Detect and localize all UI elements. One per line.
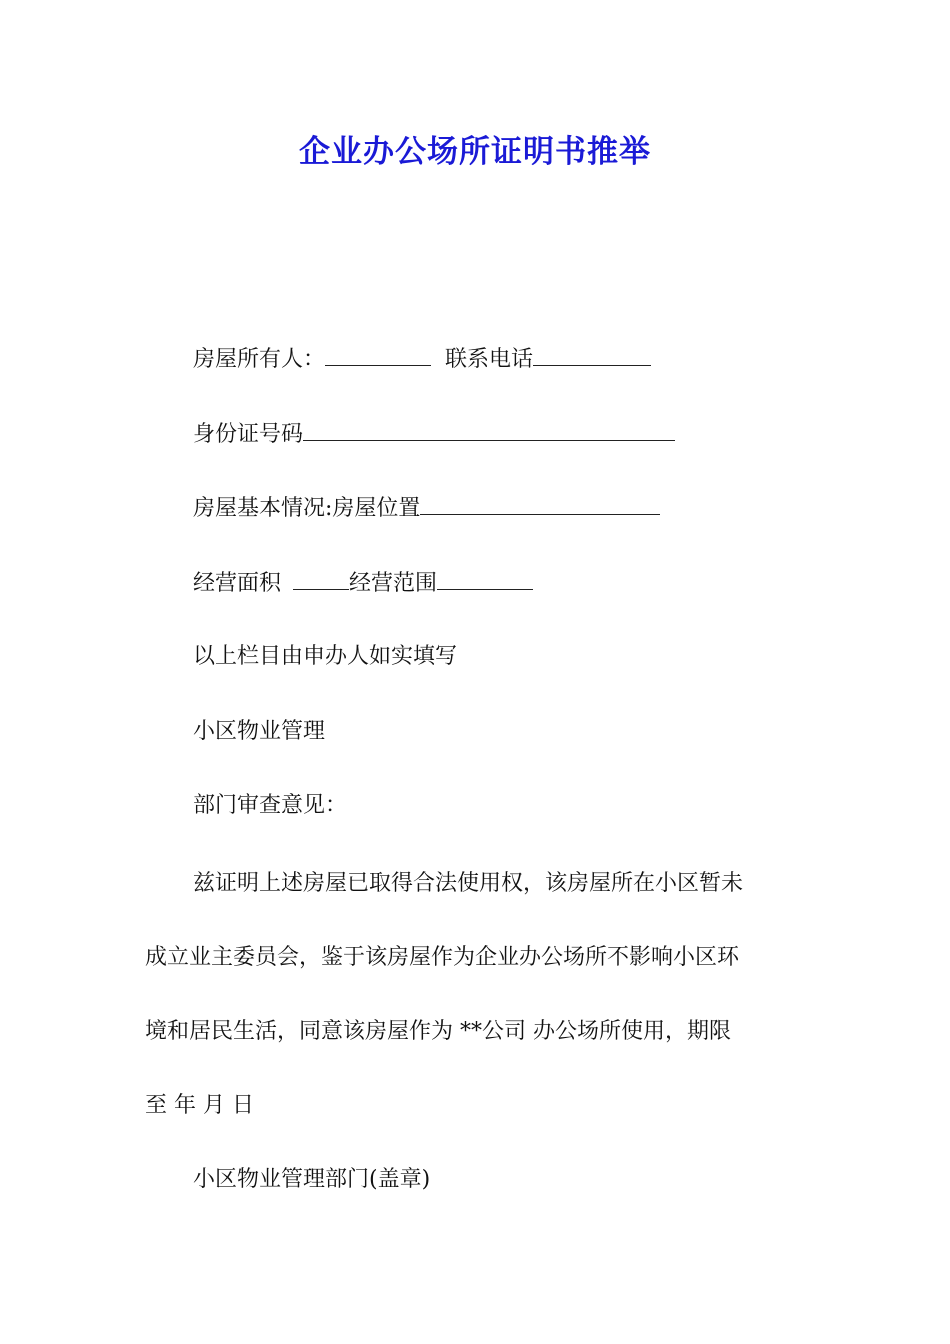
house-location-blank[interactable] — [420, 492, 660, 515]
area-blank[interactable] — [293, 567, 349, 590]
id-line — [193, 418, 675, 451]
note-line: 以上栏目由申办人如实填写 — [193, 644, 458, 669]
document-title: 企业办公场所证明书推举 — [299, 134, 651, 170]
phone-blank[interactable] — [533, 343, 651, 366]
id-label: 身份证号码 — [193, 422, 304, 447]
dept-line-2: 部门审查意见： — [193, 793, 348, 818]
id-blank[interactable] — [303, 418, 675, 441]
owner-phone-line — [193, 343, 651, 376]
dept-line-1: 小区物业管理 — [193, 719, 326, 744]
house-info-line — [193, 492, 660, 525]
body-line: 至 年 月 日 — [145, 1093, 254, 1118]
owner-blank[interactable] — [325, 343, 431, 366]
area-scope-line — [193, 567, 533, 600]
scope-blank[interactable] — [437, 567, 533, 590]
body-line: 成立业主委员会，鉴于该房屋作为企业办公场所不影响小区环 — [145, 945, 740, 970]
house-info-label: 房屋基本情况:房屋位置 — [193, 496, 421, 521]
area-label: 经营面积 — [193, 571, 282, 596]
body-line: 境和居民生活，同意该房屋作为 **公司 办公场所使用，期限 — [145, 1019, 731, 1044]
seal-line: 小区物业管理部门(盖章) — [193, 1167, 431, 1192]
scope-label: 经营范围 — [349, 571, 438, 596]
phone-label: 联系电话 — [445, 347, 534, 372]
owner-label: 房屋所有人： — [193, 347, 326, 372]
body-line: 兹证明上述房屋已取得合法使用权，该房屋所在小区暂未 — [193, 871, 744, 896]
